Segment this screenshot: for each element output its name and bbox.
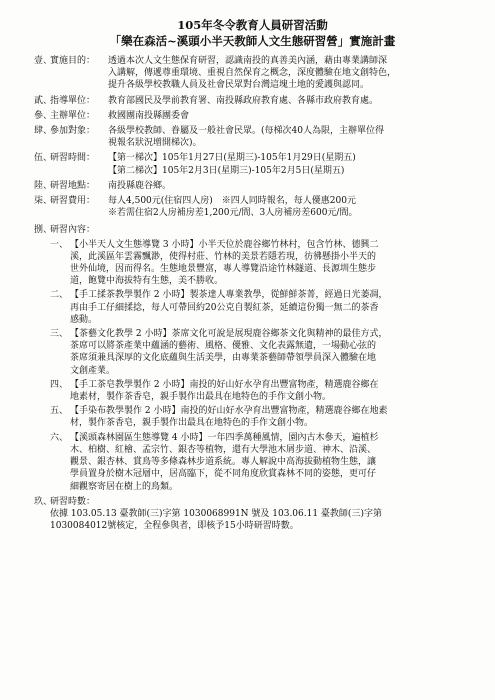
content-item: [34, 432, 471, 493]
item-line: 茶席須兼具深厚的文化底蘊與生活美學，由專業茶藝師帶領學員深入體驗在地: [70, 353, 377, 364]
section-number: 參、: [34, 110, 53, 121]
section-line: 救國團南投縣團委會: [108, 110, 190, 121]
content-item: [34, 405, 471, 429]
section-number: 玖、: [34, 496, 53, 507]
section-row: [34, 180, 471, 192]
item-line: 感動。: [70, 314, 98, 325]
section-number: 柒、: [34, 196, 53, 207]
item-line: 地素材，製作茶香皂，親手製作出最具在地特色的手作文創小物。: [70, 392, 332, 403]
section-label: 研習內容：: [50, 225, 96, 236]
section-line: 【第二梯次】105年2月3日(星期三)-105年2月5日(星期五): [108, 165, 345, 176]
content-item: [34, 379, 471, 403]
section-line: 視報名狀況增開梯次)。: [108, 138, 202, 149]
section-content: [108, 152, 471, 176]
section-row: [34, 195, 471, 219]
item-line: 茶席可以將茶產業中蘊涵的藝術、風格、優雅、文化表露無遺，一場動心弦的: [70, 341, 377, 352]
item-number: 三、: [49, 329, 68, 340]
item-text: [70, 289, 471, 326]
section-label: 研習時數：: [50, 496, 96, 507]
item-number: 五、: [49, 406, 68, 417]
section-label: 研習時間：: [50, 153, 96, 164]
item-number: 一、: [49, 239, 68, 250]
section-line: 入講解，傳遞尊重環境、重視自然保育之概念，深度體驗在地文創特色，: [108, 68, 397, 79]
section-label: 實施目的：: [50, 56, 96, 66]
hours-text: [34, 508, 471, 532]
content-item: [34, 328, 471, 377]
plan-sections: [34, 55, 471, 219]
item-number: 二、: [49, 290, 68, 301]
section-content: [34, 224, 471, 236]
item-line: 【手工茶皂教學製作 2 小時】南投的好山好水孕育出豐富物產，精選鹿谷鄉在: [70, 379, 379, 390]
item-line: 【茶藝文化教學 2 小時】茶席文化可說是展現鹿谷鄉茶文化與精神的最佳方式，: [70, 329, 388, 340]
item-line: 文創產業。: [70, 365, 116, 376]
item-number: 六、: [49, 432, 68, 443]
section-line: ※若需住宿2人房補房差1,200元/間、3人房補房差600元/間。: [108, 208, 358, 219]
section-line: 每人4,500元(住宿四人房) ※四人同時報名，每人優惠200元: [108, 196, 356, 207]
section-row: [34, 55, 471, 92]
item-line: 觀景、銀杏林、賞鳥等多條森林步道系統。專人解說中高海拔動植物生態，讓: [70, 457, 377, 468]
section-row: [34, 110, 471, 122]
item-line: 【手工揉茶教學製作 2 小時】製茶達人專業教學，從鮮鮮茶菁，經過日光萎凋，: [70, 290, 388, 301]
section-line: 【第一梯次】105年1月27日(星期三)-105年1月29日(星期五): [108, 153, 356, 164]
section-label: 主辦單位：: [50, 110, 96, 121]
item-text: [70, 379, 471, 403]
section-label: 指導單位：: [50, 95, 96, 106]
section-number: 肆、: [34, 126, 53, 137]
item-line: 【小半天人文生態導覽 3 小時】小半天位於鹿谷鄉竹林村，包含竹林、德興二: [70, 239, 379, 250]
item-line: 再由手工仔細揉捻，每人可帶回約20公克自製紅茶，延續這份獨一無二的茶香: [70, 302, 379, 313]
item-line: 溪，此溪區年雲霧飄渺，使得村莊、竹林的美景若隱若現，彷彿懸掛小半天的: [70, 251, 377, 262]
section-content: [108, 110, 471, 122]
section-hours: [34, 496, 471, 508]
section-content: [108, 95, 471, 107]
section-line: 各級學校教師、眷屬及一般社會民眾。(每梯次40人為限，主辦單位得: [108, 126, 384, 137]
section-row: [34, 95, 471, 107]
section-number: 貳、: [34, 95, 53, 106]
section-label: 參加對象：: [50, 126, 96, 137]
section-line: 教育部國民及學前教育署、南投縣政府教育處、各縣市政府教育處。: [108, 95, 379, 106]
hours-line: 1030084012號核定，全程參與者，即核予15小時研習時數。: [50, 521, 299, 532]
item-text: [70, 432, 471, 493]
document-subtitle: 「樂在森活~溪頭小半天教師人文生態研習營」實施計畫: [109, 34, 396, 48]
section-content: [108, 195, 471, 219]
item-line: 學員置身於樹木冠層中，居高臨下，從不同角度欣賞森林不同的姿態，更可仔: [70, 469, 377, 480]
item-line: 【手染布教學製作 2 小時】南投的好山好水孕育出豐富物產，精選鹿谷鄉在地素: [70, 406, 388, 417]
item-number: 四、: [49, 379, 68, 390]
item-text: [70, 239, 471, 288]
item-line: 世外仙境，因而得名。生態地景豐富，專人導覽沿途竹林隧道、長源圳生態步: [70, 264, 377, 275]
section-label: 研習地點：: [50, 180, 96, 191]
item-text: [70, 328, 471, 377]
document-title: 105年冬令教育人員研習活動: [177, 18, 328, 32]
section-content: [108, 180, 471, 192]
section-line: 透過本次人文生態保育研習，認識南投的真善美內涵，藉由專業講師深: [108, 56, 388, 66]
section-label: 研習費用：: [50, 196, 96, 207]
section-content: [108, 125, 471, 149]
item-line: 【溪頭森林園區生態導覽 4 小時】一年四季萬種風情，園內古木參天，遍植杉: [70, 432, 379, 443]
section-line: 提升各級學校教職人員及社會民眾對台灣這塊土地的愛護與認同。: [108, 80, 370, 91]
item-text: [70, 405, 471, 429]
section-line: 南投縣鹿谷鄉。: [108, 180, 172, 191]
item-line: 細觀察寄居在樹上的鳥類。: [70, 481, 179, 492]
content-item: [34, 239, 471, 288]
section-number: 伍、: [34, 153, 53, 164]
content-items: [34, 239, 471, 493]
section-content: [108, 55, 471, 92]
section-row: [34, 125, 471, 149]
item-line: 道，飽覽中海拔特有生態，美不勝收。: [70, 276, 224, 287]
section-number: 壹、: [34, 56, 53, 66]
item-line: 木、柏樹、紅檜、孟宗竹、銀杏等植物，還有大學池木屑步道、神木、沿溪、: [70, 444, 377, 455]
hours-line: 依據 103.05.13 臺教師(三)字第 1030068991N 號及 103.06.11 臺教師(三)字第: [50, 508, 382, 519]
section-number: 捌、: [34, 225, 53, 236]
section-row: [34, 152, 471, 176]
content-item: [34, 289, 471, 326]
section-number: 陸、: [34, 180, 53, 191]
item-line: 材，製作茶香皂，親手製作出最具在地特色的手作文創小物。: [70, 418, 314, 429]
